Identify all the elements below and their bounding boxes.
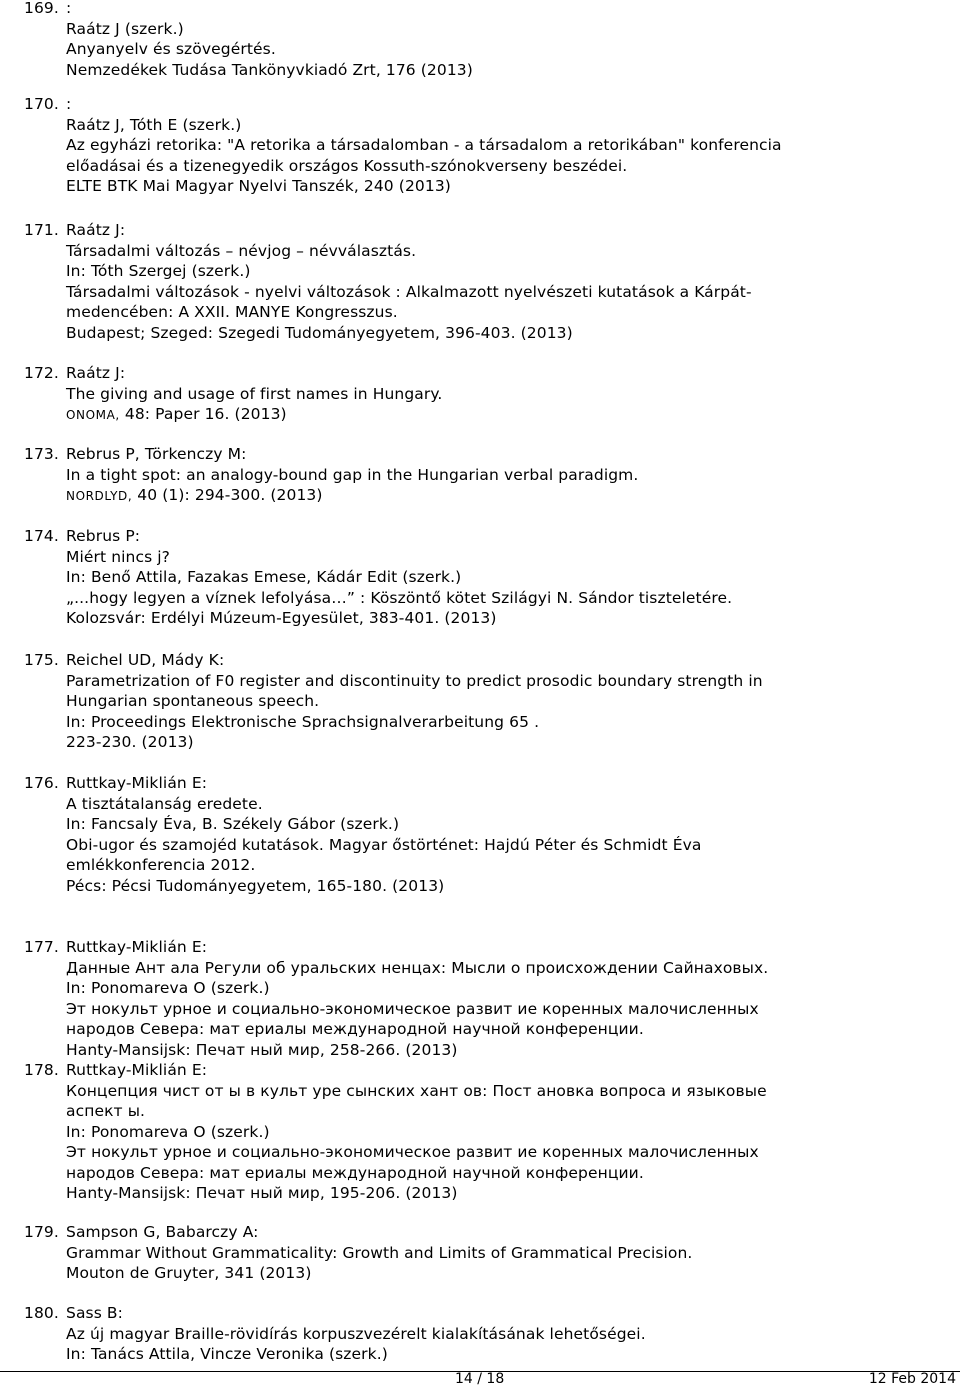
entry-line: Reichel UD, Mády K: xyxy=(66,651,225,669)
entry-line: аспект ы. xyxy=(66,1102,146,1120)
journal-name: NORDLYD, xyxy=(66,489,133,503)
entry-line: : xyxy=(66,95,72,113)
page-footer xyxy=(0,1371,960,1386)
entry-line: A tisztátalanság eredete. xyxy=(66,795,263,813)
entry-line: Raátz J: xyxy=(66,364,126,382)
entry-number: 180. xyxy=(24,1304,59,1322)
journal-name: ONOMA, xyxy=(66,408,120,422)
entry-number: 173. xyxy=(24,445,59,463)
entry-line: „...hogy legyen a víznek lefolyása…” : Köszöntő kötet Szilágyi N. Sándor tiszteletére. xyxy=(66,589,733,607)
entry-line: Sass B: xyxy=(66,1304,123,1322)
entry-line: ELTE BTK Mai Magyar Nyelvi Tanszék, 240 (2013) xyxy=(66,177,451,195)
entry-line: Pécs: Pécsi Tudományegyetem, 165-180. (2013) xyxy=(66,877,445,895)
journal-details: 40 (1): 294-300. (2013) xyxy=(132,486,323,504)
entry-line: In: Fancsaly Éva, B. Székely Gábor (szerk.) xyxy=(66,815,400,833)
entry-line: Mouton de Gruyter, 341 (2013) xyxy=(66,1264,312,1282)
entry-number: 170. xyxy=(24,95,59,113)
entry-line: In: Tóth Szergej (szerk.) xyxy=(66,262,251,280)
entry-line: Társadalmi változások - nyelvi változások : Alkalmazott nyelvészeti kutatások a Kárpát- xyxy=(66,283,752,301)
entry-line: Hungarian spontaneous speech. xyxy=(66,692,320,710)
entry-number: 179. xyxy=(24,1223,59,1241)
entry-number: 175. xyxy=(24,651,59,669)
entry-line: Parametrization of F0 register and discontinuity to predict prosodic boundary strength in xyxy=(66,672,763,690)
entry-number: 171. xyxy=(24,221,59,239)
entry-line: Rebrus P, Törkenczy M: xyxy=(66,445,247,463)
entry-line: Miért nincs j? xyxy=(66,548,171,566)
journal-details: 48: Paper 16. (2013) xyxy=(119,405,287,423)
entry-line: Эт нокульт урное и социально-экономическое развит ие коренных малочисленных xyxy=(66,1000,759,1018)
page-number: 14 / 18 xyxy=(455,1371,505,1387)
entry-line: Hanty-Mansijsk: Печат ный мир, 258-266. (2013) xyxy=(66,1041,458,1059)
entry-line: Эт нокульт урное и социально-экономическое развит ие коренных малочисленных xyxy=(66,1143,759,1161)
entry-line: előadásai és a tizenegyedik országos Kossuth-szónokverseny beszédei. xyxy=(66,157,628,175)
entry-line: In: Benő Attila, Fazakas Emese, Kádár Edit (szerk.) xyxy=(66,568,462,586)
entry-line: Budapest; Szeged: Szegedi Tudományegyetem, 396-403. (2013) xyxy=(66,324,573,342)
entry-line: Ruttkay-Miklián E: xyxy=(66,774,208,792)
entry-line: народов Севера: мат ериалы международной научной конференции. xyxy=(66,1020,644,1038)
entry-line: In: Proceedings Elektronische Sprachsignalverarbeitung 65 . xyxy=(66,713,540,731)
entry-line: Данные Ант ала Регули об уральских ненцах: Мысли о происхождении Сайнаховых. xyxy=(66,959,769,977)
entry-number: 176. xyxy=(24,774,59,792)
entry-line: Sampson G, Babarczy A: xyxy=(66,1223,259,1241)
entry-line: Obi-ugor és szamojéd kutatások. Magyar őstörténet: Hajdú Péter és Schmidt Éva xyxy=(66,836,702,854)
entry-line: : xyxy=(66,0,72,17)
entry-line: Ruttkay-Miklián E: xyxy=(66,938,208,956)
entry-number: 169. xyxy=(24,0,59,17)
entry-line: In: Ponomareva O (szerk.) xyxy=(66,979,270,997)
entry-line: Grammar Without Grammaticality: Growth and Limits of Grammatical Precision. xyxy=(66,1244,693,1262)
entry-line: Raátz J, Tóth E (szerk.) xyxy=(66,116,242,134)
entry-line: In: Ponomareva O (szerk.) xyxy=(66,1123,270,1141)
entry-line: народов Севера: мат ериалы международной научной конференции. xyxy=(66,1164,644,1182)
entry-line: Az egyházi retorika: "A retorika a társadalomban - a társadalom a retorikában" konferencia xyxy=(66,136,782,154)
entry-line: In: Tanács Attila, Vincze Veronika (szerk.) xyxy=(66,1345,388,1363)
entry-number: 172. xyxy=(24,364,59,382)
entry-line: medencében: A XXII. MANYE Kongresszus. xyxy=(66,303,398,321)
entry-number: 177. xyxy=(24,938,59,956)
entry-line: The giving and usage of first names in Hungary. xyxy=(66,385,443,403)
entry-line: Kolozsvár: Erdélyi Múzeum-Egyesület, 383-401. (2013) xyxy=(66,609,497,627)
entry-line xyxy=(66,485,323,506)
entry-line: emlékkonferencia 2012. xyxy=(66,856,256,874)
entry-line: Ruttkay-Miklián E: xyxy=(66,1061,208,1079)
entry-line: Társadalmi változás – névjog – névválasztás. xyxy=(66,242,417,260)
entry-line: Anyanyelv és szövegértés. xyxy=(66,40,276,58)
entry-line: Концепция чист от ы в культ уре сынских хант ов: Пост ановка вопроса и языковые xyxy=(66,1082,767,1100)
entry-line: Nemzedékek Tudása Tankönyvkiadó Zrt, 176 (2013) xyxy=(66,61,473,79)
entry-line: Rebrus P: xyxy=(66,527,141,545)
entry-line: Raátz J: xyxy=(66,221,126,239)
entry-line: In a tight spot: an analogy-bound gap in the Hungarian verbal paradigm. xyxy=(66,466,639,484)
entry-line xyxy=(66,404,287,425)
entry-line: Hanty-Mansijsk: Печат ный мир, 195-206. (2013) xyxy=(66,1184,458,1202)
entry-line: Az új magyar Braille-rövidírás korpuszvezérelt kialakításának lehetőségei. xyxy=(66,1325,646,1343)
entry-number: 174. xyxy=(24,527,59,545)
entry-line: 223-230. (2013) xyxy=(66,733,194,751)
entry-line: Raátz J (szerk.) xyxy=(66,20,184,38)
entry-number: 178. xyxy=(24,1061,59,1079)
print-date: 12 Feb 2014 xyxy=(868,1371,956,1387)
